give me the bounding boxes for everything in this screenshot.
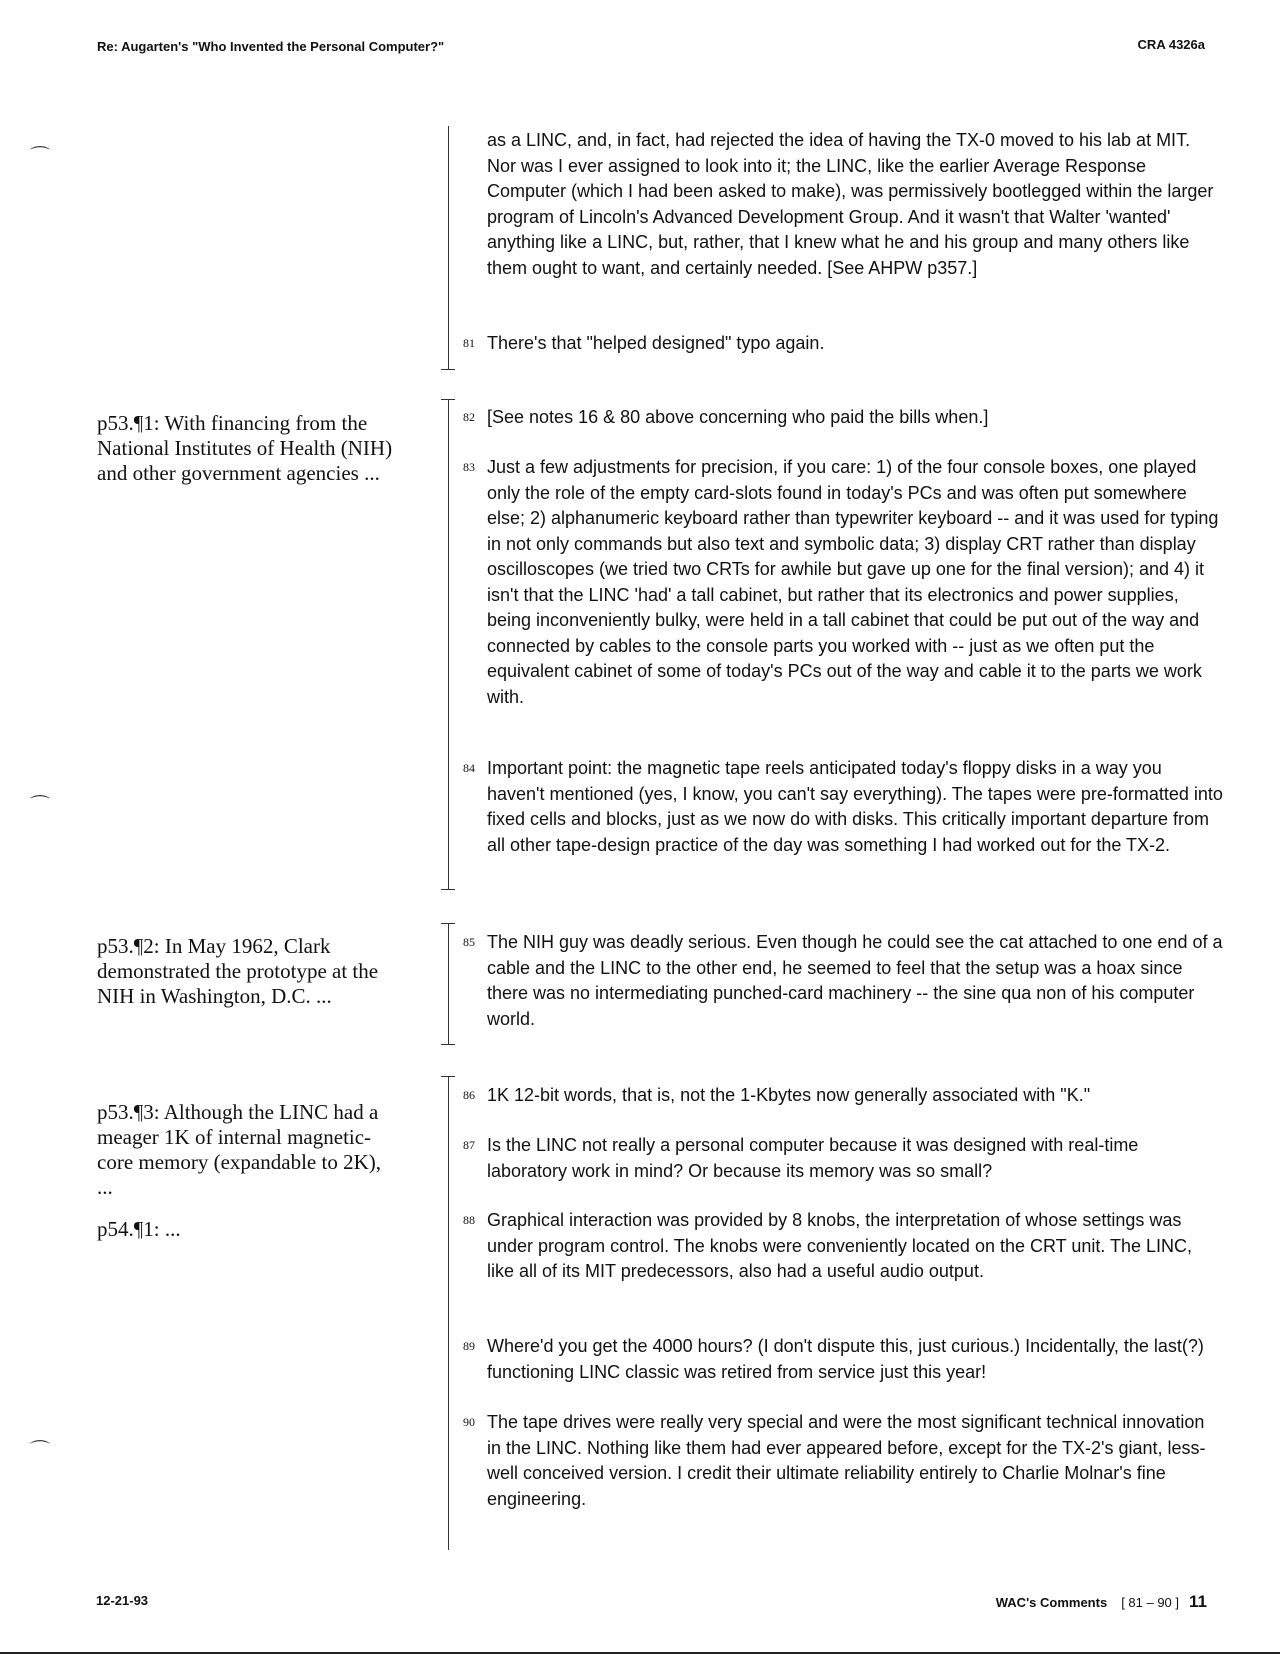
margin-mark: ⌒ bbox=[30, 144, 50, 168]
note-number: 84 bbox=[463, 761, 475, 775]
quote-p54-1: p54.¶1: ... bbox=[97, 1217, 181, 1241]
quote-p53-3: p53.¶3: Although the LINC had a meager 1K of internal magnetic-core memory (expandable to 2K), ... bbox=[97, 1100, 381, 1199]
margin-mark: ⌒ bbox=[30, 793, 50, 817]
section-bracket bbox=[448, 399, 449, 889]
footer-note-range: [ 81 – 90 ] bbox=[1121, 1595, 1180, 1610]
note-87 bbox=[463, 1133, 1223, 1184]
note-number: 90 bbox=[463, 1415, 475, 1429]
note-83 bbox=[463, 455, 1223, 710]
note-number: 86 bbox=[463, 1088, 475, 1102]
note-82 bbox=[463, 405, 1223, 431]
note-text: The NIH guy was deadly serious. Even though he could see the cat attached to one end of a cable and the LINC to the other end, he seemed to feel that the setup was a hoax since there was no intermediating punched-card machinery -- the sine qua non of his computer world. bbox=[487, 932, 1223, 1029]
footer-page-info bbox=[996, 1592, 1207, 1612]
note-text: Where'd you get the 4000 hours? (I don't dispute this, just curious.) Incidentally, the last(?) functioning LINC classic was retired from service just this year! bbox=[487, 1336, 1204, 1382]
section-bracket bbox=[448, 126, 449, 369]
bracket-end bbox=[441, 369, 455, 370]
footer-date: 12-21-93 bbox=[96, 1593, 149, 1608]
note-90 bbox=[463, 1410, 1223, 1512]
note-text: Just a few adjustments for precision, if you care: 1) of the four console boxes, one played only the role of the empty card-slots found in today's PCs and was often put somewhere else; 2) alphanumeric keyboard rather than typewriter keyboard -- and it was used for typing in not only commands but also text and symbolic data; 3) display CRT rather than display oscilloscopes (we tried two CRTs for awhile but gave up one for the final version); and 4) it isn't that the LINC 'had' a tall cabinet, but rather that its electronics and power supplies, being inconveniently bulky, were held in a tall cabinet that could be put out of the way and connected by cables to the console parts you worked with -- just as we often put the equivalent cabinet of some of today's PCs out of the way and cable it to the parts we work with. bbox=[487, 457, 1219, 707]
bottom-rule bbox=[0, 1652, 1280, 1654]
note-number: 82 bbox=[463, 410, 475, 424]
note-number: 85 bbox=[463, 935, 475, 949]
note-85 bbox=[463, 930, 1223, 1032]
note-text: Is the LINC not really a personal computer because it was designed with real-time laboratory work in mind? Or because its memory was so small? bbox=[487, 1135, 1139, 1181]
note-text: as a LINC, and, in fact, had rejected the idea of having the TX-0 moved to his lab at MIT. Nor was I ever assigned to look into it; the LINC, like the earlier Average Response Computer (which I had been asked to make), was permissively bootlegged within the larger program of Lincoln's Advanced Development Group. And it wasn't that Walter 'wanted' anything like a LINC, but, rather, that I knew what he and his group and many others like them ought to want, and certainly needed. [See AHPW p357.] bbox=[487, 130, 1214, 278]
note-81 bbox=[463, 331, 1223, 357]
note-number: 88 bbox=[463, 1213, 475, 1227]
note-84 bbox=[463, 756, 1223, 858]
note-89 bbox=[463, 1334, 1223, 1385]
quote-p53-1: p53.¶1: With financing from the National Institutes of Health (NIH) and other government agencies ... bbox=[97, 411, 393, 485]
note-number: 89 bbox=[463, 1339, 475, 1353]
bracket-end bbox=[441, 1044, 455, 1045]
note-number: 83 bbox=[463, 460, 475, 474]
note-text: The tape drives were really very special and were the most significant technical innovation in the LINC. Nothing like them had ever appeared before, except for the TX-2's giant, less-well conceived version. I credit their ultimate reliability entirely to Charlie Molnar's fine engineering. bbox=[487, 1412, 1206, 1509]
note-number: 87 bbox=[463, 1138, 475, 1152]
page-number: 11 bbox=[1189, 1592, 1207, 1611]
note-text: Important point: the magnetic tape reels anticipated today's floppy disks in a way you haven't mentioned (yes, I know, you can't say everything). The tapes were pre-formatted into fixed cells and blocks, just as we now do with disks. This critically important departure from all other tape-design practice of the day was something I had worked out for the TX-2. bbox=[487, 758, 1223, 855]
note-text: [See notes 16 & 80 above concerning who paid the bills when.] bbox=[487, 407, 989, 427]
note-text: There's that "helped designed" typo again. bbox=[487, 333, 825, 353]
footer-label: WAC's Comments bbox=[995, 1595, 1108, 1610]
note-number: 81 bbox=[463, 336, 475, 350]
note-text: 1K 12-bit words, that is, not the 1-Kbytes now generally associated with "K." bbox=[487, 1085, 1091, 1105]
quote-p53-2: p53.¶2: In May 1962, Clark demonstrated the prototype at the NIH in Washington, D.C. ... bbox=[97, 934, 379, 1008]
section-bracket bbox=[448, 923, 449, 1044]
note-88 bbox=[463, 1208, 1223, 1285]
section-bracket bbox=[448, 1076, 449, 1550]
note-86 bbox=[463, 1083, 1223, 1109]
running-header-title: Re: Augarten's "Who Invented the Personal Computer?" bbox=[97, 39, 445, 54]
note-text: Graphical interaction was provided by 8 knobs, the interpretation of whose settings was under program control. The knobs were conveniently located on the CRT unit. The LINC, like all of its MIT predecessors, also had a useful audio output. bbox=[487, 1210, 1193, 1281]
document-id: CRA 4326a bbox=[1137, 37, 1205, 52]
margin-mark: ⌒ bbox=[30, 1438, 50, 1462]
bracket-end bbox=[441, 889, 455, 890]
note-continuation bbox=[463, 128, 1223, 281]
